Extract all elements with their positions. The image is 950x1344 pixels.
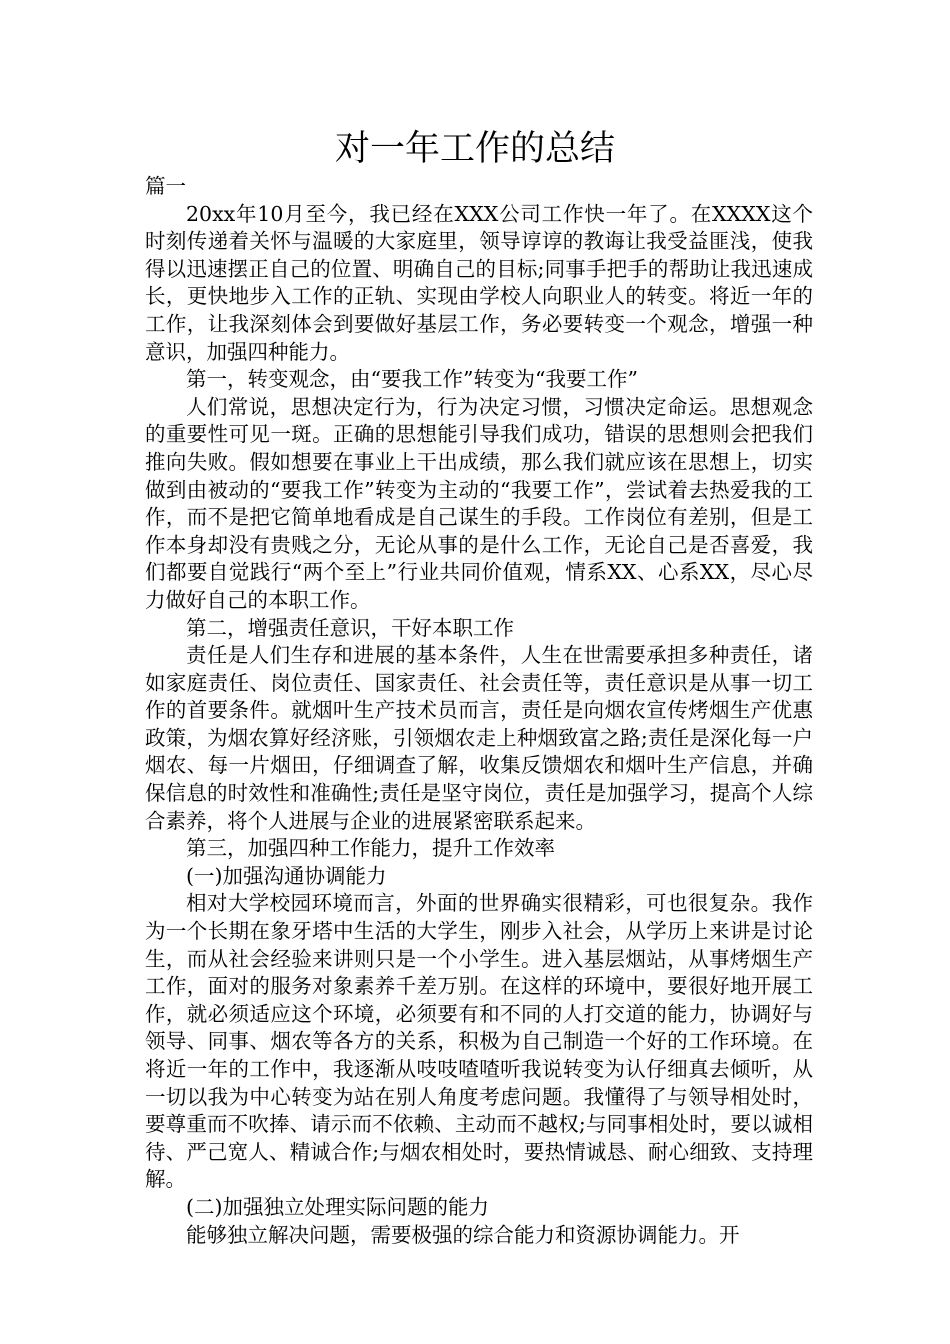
subheading-two: (二)加强独立处理实际问题的能力 bbox=[186, 1194, 489, 1219]
paragraph-communication: 相对大学校园环境而言，外面的世界确实很精彩，可也很复杂。我作为一个长期在象牙塔中生活的大学生，刚步入社会，从学历上来讲是讨论生，而从社会经验来讲则只是一个小学生。进入基层烟站，从事烤烟生产工作，面对的服务对象素养千差万别。在这样的环境中，要很好地开展工作，就必须适应这个环境，必须要有和不同的人打交道的能力，协调好与领导、同事、烟农等各方的关系，积极为自己制造一个好的工作环境。在将近一年的工作中，我逐渐从吱吱喳喳听我说转变为认仔细真去倾听，从一切以我为中心转变为站在别人角度考虑问题。我懂得了与领导相处时，要尊重而不吹捧、请示而不依赖、主动而不越权;与同事相处时，要以诚相待、严己宽人、精诚合作;与烟农相处时，要热情诚恳、耐心细致、支持理解。 bbox=[145, 891, 813, 1192]
heading-second: 第二，增强责任意识，干好本职工作 bbox=[186, 615, 514, 640]
heading-third: 第三，加强四种工作能力，提升工作效率 bbox=[186, 836, 555, 861]
document-body bbox=[145, 173, 813, 1249]
subheading-one: (一)加强沟通协调能力 bbox=[186, 863, 387, 888]
paragraph-independent: 能够独立解决问题，需要极强的综合能力和资源协调能力。开 bbox=[186, 1222, 740, 1247]
paragraph-first: 人们常说，思想决定行为，行为决定习惯，习惯决定命运。思想观念的重要性可见一斑。正确的思想能引导我们成功，错误的思想则会把我们推向失败。假如想要在事业上干出成绩，那么我们就应该在思想上，切实做到由被动的“要我工作”转变为主动的“我要工作”，尝试着去热爱我的工作，而不是把它简单地看成是自己谋生的手段。工作岗位有差别，但是工作本身却没有贵贱之分，无论从事的是什么工作，无论自己是否喜爱，我们都要自觉践行“两个至上”行业共同价值观，情系XX、心系XX，尽心尽力做好自己的本职工作。 bbox=[145, 394, 813, 612]
document-title: 对一年工作的总结 bbox=[334, 129, 615, 169]
heading-first: 第一，转变观念，由“要我工作”转变为“我要工作” bbox=[186, 367, 638, 392]
paragraph-intro: 20xx年10月至今，我已经在XXX公司工作快一年了。在XXXX这个时刻传递着关怀与温暖的大家庭里，领导谆谆的教诲让我受益匪浅，使我得以迅速摆正自己的位置、明确自己的目标;同事手把手的帮助让我迅速成长，更快地步入工作的正轨、实现由学校人向职业人的转变。将近一年的工作，让我深刻体会到要做好基层工作，务必要转变一个观念，增强一种意识，加强四种能力。 bbox=[145, 201, 813, 364]
paragraph-second: 责任是人们生存和进展的基本条件，人生在世需要承担多种责任，诸如家庭责任、岗位责任、国家责任、社会责任等，责任意识是从事一切工作的首要条件。就烟叶生产技术员而言，责任是向烟农宣传烤烟生产优惠政策，为烟农算好经济账，引领烟农走上种烟致富之路;责任是深化每一户烟农、每一片烟田，仔细调查了解，收集反馈烟农和烟叶生产信息，并确保信息的时效性和准确性;责任是坚守岗位，责任是加强学习，提高个人综合素养，将个人进展与企业的进展紧密联系起来。 bbox=[145, 643, 813, 833]
section-label: 篇一 bbox=[145, 174, 186, 198]
